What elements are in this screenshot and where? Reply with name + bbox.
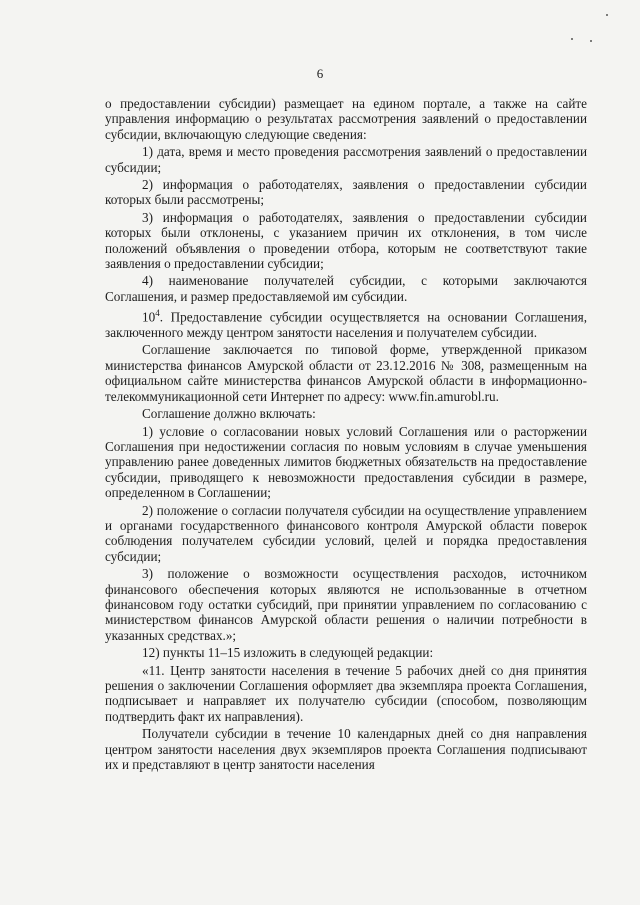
paragraph: 3) положение о возможности осуществления расходов, источником финансового обеспечения которых являются не использованные в отчетном финансовом году остатки субсидий, при принятии управлением по согласованию с министерством финансов Амурской области решения о наличии потребности в указанных средствах.»; xyxy=(105,566,587,643)
paragraph: 2) информация о работодателях, заявления о предоставлении субсидии которых были рассмотрены; xyxy=(105,177,587,208)
paragraph: 2) положение о согласии получателя субсидии на осуществление управлением и органами государственного финансового контроля Амурской области поверок соблюдения получателем субсидии условий, целей и порядка предоставления субсидии; xyxy=(105,502,587,564)
item-suffix: . xyxy=(159,309,163,325)
paragraph: 1) дата, время и место проведения рассмотрения заявлений о предоставлении субсидии; xyxy=(105,144,587,175)
paragraph: 1) условие о согласовании новых условий Соглашения или о расторжении Соглашения при недостижении согласия по новым условиям в случае уменьшения управлению ранее доведенных лимитов бюджетных обязательств на предоставление субсидии, приводящего к невозможности предоставления субсидии в размере, определенном в Соглашении; xyxy=(105,423,587,501)
scan-speck xyxy=(590,40,592,42)
paragraph: 3) информация о работодателях, заявления о предоставлении субсидии которых были отклонены, с указанием причин их отклонения, в том числе положений объявления о проведении отбора, которым не соответствуют такие заявления о предоставлении субсидии; xyxy=(105,209,587,272)
paragraph: 12) пункты 11–15 изложить в следующей редакции: xyxy=(142,645,434,661)
paragraph: 4) наименование получателей субсидии, с которыми заключаются Соглашения, и размер предоставляемой им субсидии. xyxy=(105,273,587,304)
page-number: 6 xyxy=(316,66,324,81)
document-body xyxy=(105,96,587,774)
paragraph-text: Предоставление субсидии осуществляется на основании Соглашения, заключенного между центром занятости населения и получателем субсидии. xyxy=(105,309,587,341)
paragraph: Соглашение заключается по типовой форме, утвержденной приказом министерства финансов Амурской области от 23.12.2016 № 308, размещенным на официальном сайте министерства финансов Амурской области в информационно-телекоммуникационной сети Интернет по адресу: www.fin.amurobl.ru. xyxy=(105,342,587,404)
item-number: 10 xyxy=(142,309,156,325)
paragraph: Получатели субсидии в течение 10 календарных дней со дня направления центром занятости населения двух экземпляров проекта Соглашения подписывают их и представляют в центр занятости населения xyxy=(105,726,587,773)
scan-speck xyxy=(606,14,608,16)
paragraph-item-10-4 xyxy=(105,306,587,340)
paragraph: о предоставлении субсидии) размещает на едином портале, а также на сайте управления информацию о результатах рассмотрения заявлений о предоставлении субсидии, включающую следующие сведения: xyxy=(105,96,587,142)
paragraph: Соглашение должно включать: xyxy=(142,406,316,422)
item-superscript: 4 xyxy=(155,308,160,319)
scan-speck xyxy=(571,38,573,40)
paragraph: «11. Центр занятости населения в течение 5 рабочих дней со дня принятия решения о заключении Соглашения оформляет два экземпляра проекта Соглашения, подписывает и направляет их получателю субсидии (способом, позволяющим подтвердить факт их направления). xyxy=(105,662,587,724)
